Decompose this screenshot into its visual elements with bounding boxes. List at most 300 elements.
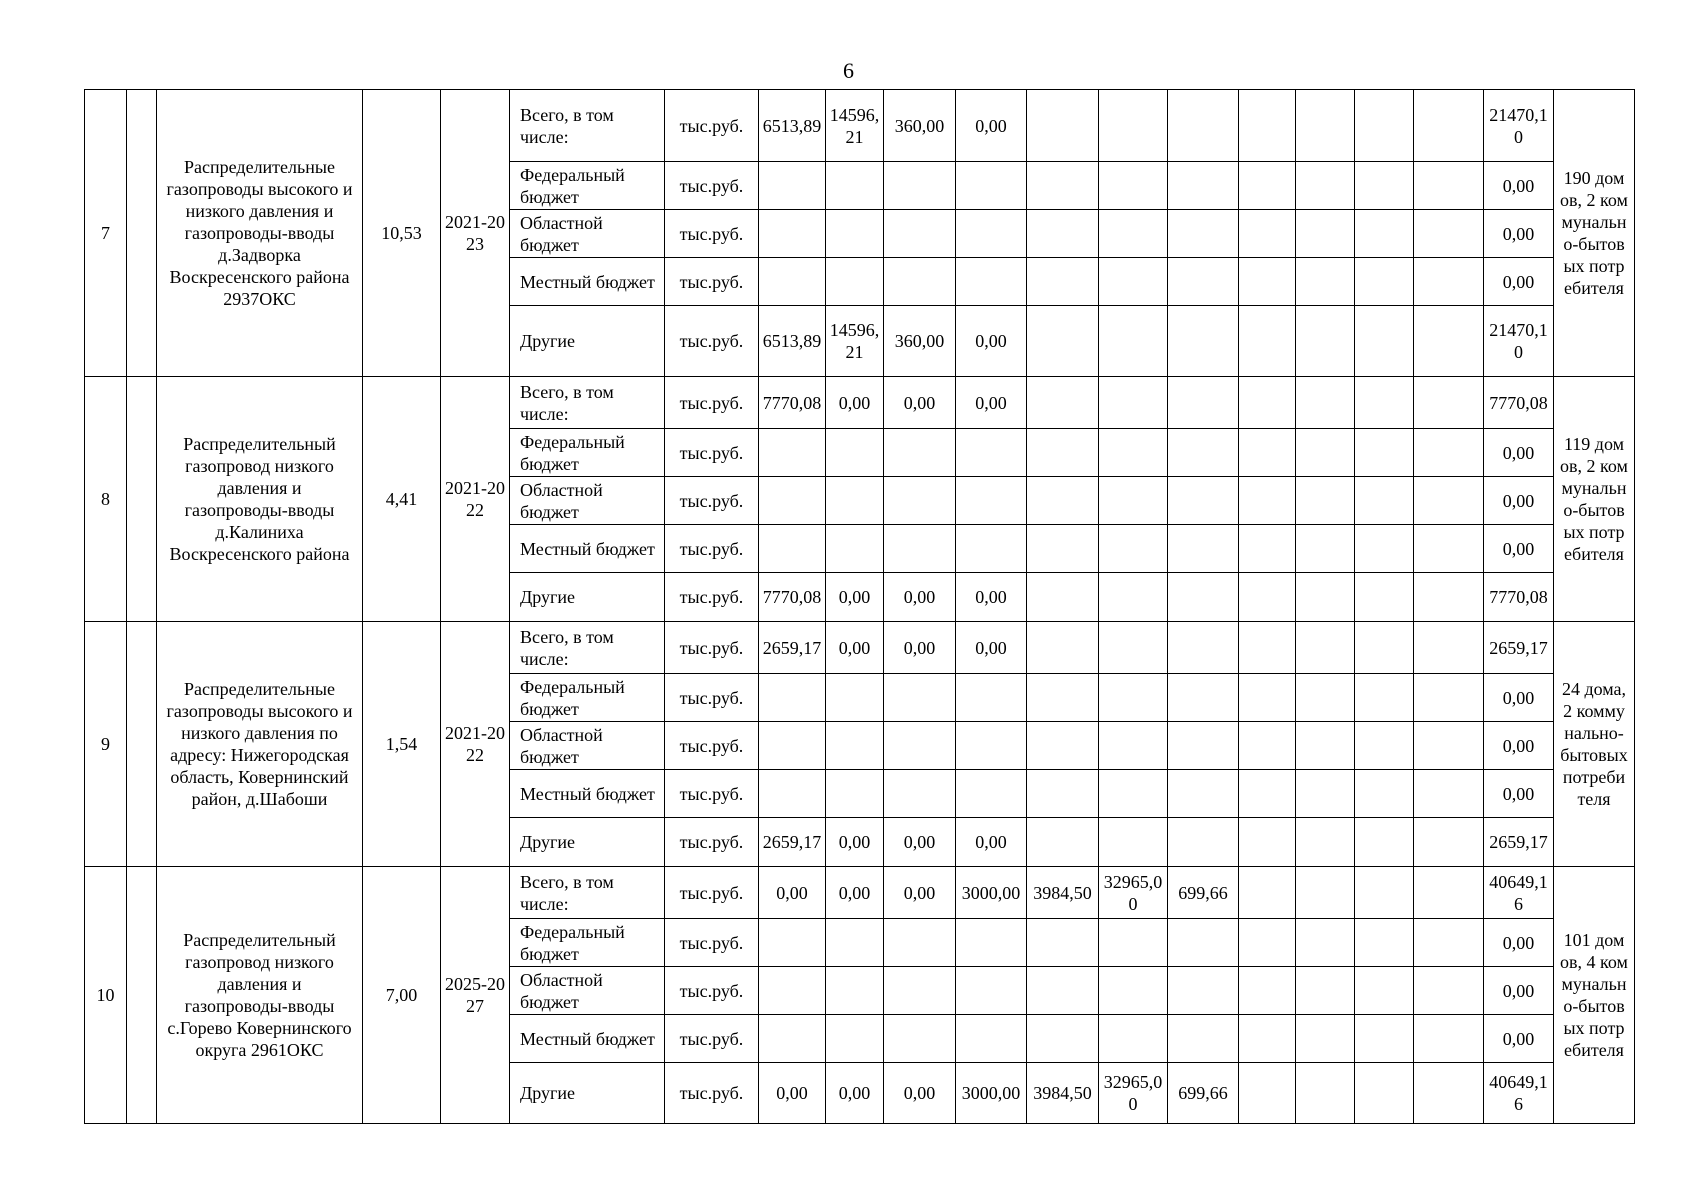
object-name: Распределительный газопровод низкого давления и газопроводы-вводы с.Горево Ковернинского округа 2961ОКС bbox=[157, 867, 363, 1124]
amount-cell bbox=[1168, 722, 1239, 770]
amount-cell bbox=[1099, 210, 1168, 258]
amount-cell bbox=[1099, 477, 1168, 525]
amount-cell bbox=[1239, 622, 1296, 674]
amount-cell bbox=[1239, 867, 1296, 919]
amount-cell bbox=[759, 770, 826, 818]
amount-cell bbox=[956, 722, 1027, 770]
amount-cell bbox=[759, 525, 826, 573]
amount-cell: 2659,17 bbox=[759, 622, 826, 674]
amount-cell bbox=[1027, 210, 1099, 258]
amount-cell bbox=[1027, 674, 1099, 722]
amount-cell bbox=[1355, 306, 1414, 377]
amount-cell bbox=[826, 210, 884, 258]
amount-cell bbox=[759, 429, 826, 477]
funding-source: Местный бюджет bbox=[510, 1015, 665, 1063]
amount-cell bbox=[1027, 1015, 1099, 1063]
expected-result: 119 домов, 2 коммунально-бытовых потребителя bbox=[1554, 377, 1635, 622]
amount-cell bbox=[1239, 306, 1296, 377]
amount-cell bbox=[1414, 377, 1484, 429]
amount-cell bbox=[956, 674, 1027, 722]
empty-cell bbox=[127, 90, 157, 377]
amount-cell bbox=[1296, 573, 1355, 622]
table-row bbox=[85, 622, 1635, 674]
amount-cell bbox=[956, 210, 1027, 258]
amount-cell bbox=[1239, 429, 1296, 477]
total-cell: 0,00 bbox=[1484, 429, 1554, 477]
amount-cell: 0,00 bbox=[884, 377, 956, 429]
amount-cell: 0,00 bbox=[884, 622, 956, 674]
amount-cell bbox=[1414, 622, 1484, 674]
amount-cell bbox=[1099, 674, 1168, 722]
amount-cell bbox=[1296, 306, 1355, 377]
amount-cell bbox=[1296, 162, 1355, 210]
total-cell: 21470,10 bbox=[1484, 306, 1554, 377]
funding-source: Федеральный бюджет bbox=[510, 162, 665, 210]
amount-cell bbox=[1027, 622, 1099, 674]
unit-cell: тыс.руб. bbox=[665, 722, 759, 770]
amount-cell bbox=[1355, 477, 1414, 525]
amount-cell bbox=[1239, 722, 1296, 770]
total-cell: 0,00 bbox=[1484, 770, 1554, 818]
amount-cell bbox=[1414, 573, 1484, 622]
amount-cell bbox=[759, 258, 826, 306]
total-cell: 0,00 bbox=[1484, 525, 1554, 573]
amount-cell bbox=[1168, 818, 1239, 867]
amount-cell bbox=[1168, 573, 1239, 622]
amount-cell bbox=[1296, 770, 1355, 818]
amount-cell bbox=[759, 722, 826, 770]
table-row bbox=[85, 867, 1635, 919]
financing-table bbox=[84, 89, 1635, 1124]
amount-cell bbox=[1027, 258, 1099, 306]
amount-cell bbox=[1099, 818, 1168, 867]
amount-cell bbox=[1168, 306, 1239, 377]
amount-cell bbox=[1027, 477, 1099, 525]
amount-cell bbox=[759, 967, 826, 1015]
unit-cell: тыс.руб. bbox=[665, 429, 759, 477]
amount-cell bbox=[1296, 1015, 1355, 1063]
amount-cell bbox=[1414, 919, 1484, 967]
amount-cell: 3984,50 bbox=[1027, 1063, 1099, 1124]
funding-source: Федеральный бюджет bbox=[510, 919, 665, 967]
amount-cell bbox=[1027, 770, 1099, 818]
amount-cell bbox=[1296, 1063, 1355, 1124]
amount-cell bbox=[956, 770, 1027, 818]
amount-cell bbox=[1168, 210, 1239, 258]
empty-cell bbox=[127, 377, 157, 622]
amount-cell bbox=[1027, 818, 1099, 867]
amount-cell bbox=[1414, 90, 1484, 162]
table-row bbox=[85, 90, 1635, 162]
amount-cell: 3984,50 bbox=[1027, 867, 1099, 919]
funding-source: Другие bbox=[510, 818, 665, 867]
amount-cell bbox=[1355, 377, 1414, 429]
amount-cell: 699,66 bbox=[1168, 867, 1239, 919]
total-cell: 0,00 bbox=[1484, 162, 1554, 210]
amount-cell bbox=[1239, 525, 1296, 573]
unit-cell: тыс.руб. bbox=[665, 306, 759, 377]
amount-cell bbox=[1355, 818, 1414, 867]
amount-cell bbox=[1027, 525, 1099, 573]
amount-cell bbox=[759, 162, 826, 210]
amount-cell: 7770,08 bbox=[759, 573, 826, 622]
amount-cell bbox=[759, 1015, 826, 1063]
unit-cell: тыс.руб. bbox=[665, 377, 759, 429]
amount-cell bbox=[826, 525, 884, 573]
amount-cell bbox=[1296, 722, 1355, 770]
expected-result: 190 домов, 2 коммунально-бытовых потребителя bbox=[1554, 90, 1635, 377]
funding-source: Местный бюджет bbox=[510, 770, 665, 818]
amount-cell bbox=[1027, 429, 1099, 477]
amount-cell: 0,00 bbox=[956, 377, 1027, 429]
amount-cell bbox=[1168, 477, 1239, 525]
empty-cell bbox=[127, 622, 157, 867]
amount-cell bbox=[826, 1015, 884, 1063]
amount-cell bbox=[1239, 674, 1296, 722]
funding-source: Другие bbox=[510, 573, 665, 622]
amount-cell bbox=[1355, 429, 1414, 477]
amount-cell bbox=[1296, 525, 1355, 573]
amount-cell bbox=[759, 210, 826, 258]
amount-cell bbox=[826, 258, 884, 306]
amount-cell bbox=[1168, 674, 1239, 722]
amount-cell bbox=[1296, 919, 1355, 967]
amount-cell bbox=[1239, 377, 1296, 429]
amount-cell bbox=[1296, 818, 1355, 867]
amount-cell bbox=[1414, 477, 1484, 525]
amount-cell bbox=[1414, 258, 1484, 306]
funding-source: Областной бюджет bbox=[510, 477, 665, 525]
amount-cell bbox=[826, 674, 884, 722]
amount-cell: 32965,00 bbox=[1099, 867, 1168, 919]
funding-source: Федеральный бюджет bbox=[510, 674, 665, 722]
amount-cell bbox=[1168, 1015, 1239, 1063]
amount-cell bbox=[956, 967, 1027, 1015]
amount-cell: 0,00 bbox=[884, 1063, 956, 1124]
amount-cell: 360,00 bbox=[884, 306, 956, 377]
expected-result: 24 дома, 2 коммунально-бытовых потребителя bbox=[1554, 622, 1635, 867]
unit-cell: тыс.руб. bbox=[665, 477, 759, 525]
amount-cell bbox=[1414, 770, 1484, 818]
amount-cell: 699,66 bbox=[1168, 1063, 1239, 1124]
amount-cell bbox=[1355, 770, 1414, 818]
amount-cell bbox=[1168, 919, 1239, 967]
row-number: 9 bbox=[85, 622, 127, 867]
amount-cell bbox=[1355, 674, 1414, 722]
amount-cell bbox=[1027, 967, 1099, 1015]
amount-cell bbox=[1099, 90, 1168, 162]
amount-cell bbox=[1099, 622, 1168, 674]
amount-cell bbox=[1355, 210, 1414, 258]
total-cell: 7770,08 bbox=[1484, 377, 1554, 429]
total-cell: 2659,17 bbox=[1484, 622, 1554, 674]
table-row bbox=[85, 377, 1635, 429]
total-cell: 0,00 bbox=[1484, 674, 1554, 722]
amount-cell bbox=[1414, 867, 1484, 919]
unit-cell: тыс.руб. bbox=[665, 867, 759, 919]
funding-source: Областной бюджет bbox=[510, 210, 665, 258]
total-cell: 0,00 bbox=[1484, 722, 1554, 770]
amount-cell bbox=[1099, 258, 1168, 306]
amount-cell bbox=[1168, 967, 1239, 1015]
amount-cell bbox=[884, 477, 956, 525]
amount-cell bbox=[1168, 90, 1239, 162]
unit-cell: тыс.руб. bbox=[665, 525, 759, 573]
amount-cell bbox=[826, 162, 884, 210]
amount-cell bbox=[759, 919, 826, 967]
amount-cell bbox=[1027, 162, 1099, 210]
funding-source: Областной бюджет bbox=[510, 967, 665, 1015]
unit-cell: тыс.руб. bbox=[665, 674, 759, 722]
amount-cell bbox=[826, 477, 884, 525]
amount-cell bbox=[1239, 477, 1296, 525]
object-name: Распределительный газопровод низкого давления и газопроводы-вводы д.Калиниха Воскресенского района bbox=[157, 377, 363, 622]
amount-cell: 0,00 bbox=[759, 1063, 826, 1124]
total-cell: 40649,16 bbox=[1484, 1063, 1554, 1124]
amount-cell: 14596,21 bbox=[826, 306, 884, 377]
amount-cell bbox=[884, 210, 956, 258]
funding-source: Другие bbox=[510, 1063, 665, 1124]
row-number: 7 bbox=[85, 90, 127, 377]
implementation-period: 2021-2022 bbox=[441, 377, 510, 622]
amount-cell bbox=[1414, 967, 1484, 1015]
amount-cell: 0,00 bbox=[826, 867, 884, 919]
amount-cell bbox=[1355, 867, 1414, 919]
amount-cell bbox=[1355, 919, 1414, 967]
funding-source: Местный бюджет bbox=[510, 525, 665, 573]
funding-source: Федеральный бюджет bbox=[510, 429, 665, 477]
pipeline-length: 7,00 bbox=[363, 867, 441, 1124]
amount-cell: 0,00 bbox=[759, 867, 826, 919]
amount-cell: 32965,00 bbox=[1099, 1063, 1168, 1124]
unit-cell: тыс.руб. bbox=[665, 1015, 759, 1063]
amount-cell bbox=[1355, 1015, 1414, 1063]
object-name: Распределительные газопроводы высокого и низкого давления по адресу: Нижегородская область, Ковернинский район, д.Шабоши bbox=[157, 622, 363, 867]
amount-cell bbox=[1414, 674, 1484, 722]
amount-cell: 0,00 bbox=[956, 306, 1027, 377]
unit-cell: тыс.руб. bbox=[665, 210, 759, 258]
amount-cell bbox=[1168, 162, 1239, 210]
amount-cell bbox=[1414, 818, 1484, 867]
amount-cell: 0,00 bbox=[956, 573, 1027, 622]
funding-source: Всего, в том числе: bbox=[510, 90, 665, 162]
amount-cell bbox=[759, 477, 826, 525]
amount-cell bbox=[884, 258, 956, 306]
amount-cell bbox=[1355, 90, 1414, 162]
amount-cell bbox=[1168, 622, 1239, 674]
funding-source: Другие bbox=[510, 306, 665, 377]
amount-cell bbox=[826, 722, 884, 770]
row-number: 8 bbox=[85, 377, 127, 622]
unit-cell: тыс.руб. bbox=[665, 162, 759, 210]
object-name: Распределительные газопроводы высокого и низкого давления и газопроводы-вводы д.Задворка Воскресенского района 2937ОКС bbox=[157, 90, 363, 377]
amount-cell bbox=[1027, 377, 1099, 429]
amount-cell bbox=[1099, 1015, 1168, 1063]
total-cell: 0,00 bbox=[1484, 258, 1554, 306]
amount-cell bbox=[1239, 210, 1296, 258]
amount-cell bbox=[884, 162, 956, 210]
amount-cell: 0,00 bbox=[826, 818, 884, 867]
amount-cell bbox=[1414, 722, 1484, 770]
total-cell: 21470,10 bbox=[1484, 90, 1554, 162]
unit-cell: тыс.руб. bbox=[665, 1063, 759, 1124]
total-cell: 0,00 bbox=[1484, 210, 1554, 258]
amount-cell bbox=[1296, 429, 1355, 477]
amount-cell bbox=[956, 525, 1027, 573]
amount-cell bbox=[956, 258, 1027, 306]
amount-cell bbox=[1099, 919, 1168, 967]
amount-cell bbox=[1027, 919, 1099, 967]
amount-cell: 3000,00 bbox=[956, 867, 1027, 919]
amount-cell bbox=[1239, 967, 1296, 1015]
amount-cell bbox=[1355, 525, 1414, 573]
funding-source: Всего, в том числе: bbox=[510, 377, 665, 429]
amount-cell: 2659,17 bbox=[759, 818, 826, 867]
total-cell: 0,00 bbox=[1484, 919, 1554, 967]
funding-source: Всего, в том числе: bbox=[510, 622, 665, 674]
amount-cell bbox=[1239, 90, 1296, 162]
unit-cell: тыс.руб. bbox=[665, 770, 759, 818]
amount-cell: 3000,00 bbox=[956, 1063, 1027, 1124]
amount-cell bbox=[1296, 210, 1355, 258]
pipeline-length: 1,54 bbox=[363, 622, 441, 867]
amount-cell bbox=[1414, 429, 1484, 477]
amount-cell: 14596,21 bbox=[826, 90, 884, 162]
total-cell: 7770,08 bbox=[1484, 573, 1554, 622]
row-number: 10 bbox=[85, 867, 127, 1124]
total-cell: 0,00 bbox=[1484, 477, 1554, 525]
amount-cell bbox=[1239, 770, 1296, 818]
funding-source: Местный бюджет bbox=[510, 258, 665, 306]
amount-cell bbox=[1239, 573, 1296, 622]
amount-cell bbox=[1296, 477, 1355, 525]
amount-cell: 0,00 bbox=[956, 622, 1027, 674]
amount-cell bbox=[1239, 1063, 1296, 1124]
amount-cell bbox=[1099, 770, 1168, 818]
amount-cell bbox=[884, 967, 956, 1015]
amount-cell bbox=[956, 1015, 1027, 1063]
amount-cell bbox=[956, 919, 1027, 967]
amount-cell bbox=[1099, 306, 1168, 377]
amount-cell bbox=[1355, 1063, 1414, 1124]
amount-cell bbox=[1099, 429, 1168, 477]
amount-cell bbox=[1239, 818, 1296, 867]
unit-cell: тыс.руб. bbox=[665, 622, 759, 674]
amount-cell bbox=[884, 674, 956, 722]
amount-cell bbox=[1296, 967, 1355, 1015]
amount-cell bbox=[826, 919, 884, 967]
amount-cell bbox=[826, 770, 884, 818]
unit-cell: тыс.руб. bbox=[665, 573, 759, 622]
table-body bbox=[85, 90, 1635, 1124]
unit-cell: тыс.руб. bbox=[665, 90, 759, 162]
amount-cell bbox=[1355, 722, 1414, 770]
amount-cell bbox=[1355, 162, 1414, 210]
amount-cell bbox=[1168, 525, 1239, 573]
expected-result: 101 домов, 4 коммунально-бытовых потребителя bbox=[1554, 867, 1635, 1124]
implementation-period: 2025-2027 bbox=[441, 867, 510, 1124]
amount-cell: 6513,89 bbox=[759, 90, 826, 162]
amount-cell bbox=[884, 770, 956, 818]
page-number: 6 bbox=[843, 58, 854, 83]
amount-cell bbox=[1239, 919, 1296, 967]
amount-cell bbox=[1168, 429, 1239, 477]
amount-cell bbox=[1027, 306, 1099, 377]
amount-cell bbox=[956, 162, 1027, 210]
amount-cell bbox=[884, 722, 956, 770]
amount-cell bbox=[1414, 210, 1484, 258]
amount-cell bbox=[1355, 967, 1414, 1015]
amount-cell bbox=[1414, 306, 1484, 377]
amount-cell bbox=[956, 477, 1027, 525]
unit-cell: тыс.руб. bbox=[665, 967, 759, 1015]
total-cell: 2659,17 bbox=[1484, 818, 1554, 867]
total-cell: 40649,16 bbox=[1484, 867, 1554, 919]
amount-cell: 6513,89 bbox=[759, 306, 826, 377]
unit-cell: тыс.руб. bbox=[665, 258, 759, 306]
amount-cell bbox=[1414, 1015, 1484, 1063]
pipeline-length: 4,41 bbox=[363, 377, 441, 622]
amount-cell bbox=[1296, 377, 1355, 429]
amount-cell: 0,00 bbox=[884, 818, 956, 867]
amount-cell: 0,00 bbox=[956, 90, 1027, 162]
amount-cell bbox=[1168, 770, 1239, 818]
pipeline-length: 10,53 bbox=[363, 90, 441, 377]
amount-cell bbox=[1296, 867, 1355, 919]
amount-cell bbox=[1414, 162, 1484, 210]
amount-cell bbox=[1099, 967, 1168, 1015]
total-cell: 0,00 bbox=[1484, 967, 1554, 1015]
amount-cell: 360,00 bbox=[884, 90, 956, 162]
total-cell: 0,00 bbox=[1484, 1015, 1554, 1063]
amount-cell bbox=[1296, 258, 1355, 306]
amount-cell bbox=[1355, 622, 1414, 674]
amount-cell bbox=[1239, 258, 1296, 306]
funding-source: Всего, в том числе: bbox=[510, 867, 665, 919]
amount-cell: 0,00 bbox=[826, 622, 884, 674]
amount-cell bbox=[1168, 377, 1239, 429]
amount-cell bbox=[884, 1015, 956, 1063]
amount-cell bbox=[1099, 722, 1168, 770]
amount-cell bbox=[1168, 258, 1239, 306]
amount-cell bbox=[884, 919, 956, 967]
amount-cell bbox=[1027, 722, 1099, 770]
amount-cell bbox=[759, 674, 826, 722]
amount-cell: 0,00 bbox=[884, 573, 956, 622]
amount-cell bbox=[1099, 377, 1168, 429]
amount-cell bbox=[1296, 674, 1355, 722]
amount-cell: 0,00 bbox=[884, 867, 956, 919]
amount-cell bbox=[1296, 90, 1355, 162]
amount-cell bbox=[1355, 258, 1414, 306]
amount-cell: 0,00 bbox=[826, 573, 884, 622]
amount-cell: 0,00 bbox=[826, 1063, 884, 1124]
unit-cell: тыс.руб. bbox=[665, 818, 759, 867]
amount-cell: 7770,08 bbox=[759, 377, 826, 429]
funding-source: Областной бюджет bbox=[510, 722, 665, 770]
amount-cell bbox=[956, 429, 1027, 477]
amount-cell bbox=[1099, 162, 1168, 210]
amount-cell bbox=[1355, 573, 1414, 622]
amount-cell bbox=[1027, 90, 1099, 162]
implementation-period: 2021-2023 bbox=[441, 90, 510, 377]
amount-cell bbox=[1296, 622, 1355, 674]
amount-cell bbox=[1099, 525, 1168, 573]
amount-cell bbox=[1099, 573, 1168, 622]
implementation-period: 2021-2022 bbox=[441, 622, 510, 867]
amount-cell bbox=[1239, 162, 1296, 210]
empty-cell bbox=[127, 867, 157, 1124]
